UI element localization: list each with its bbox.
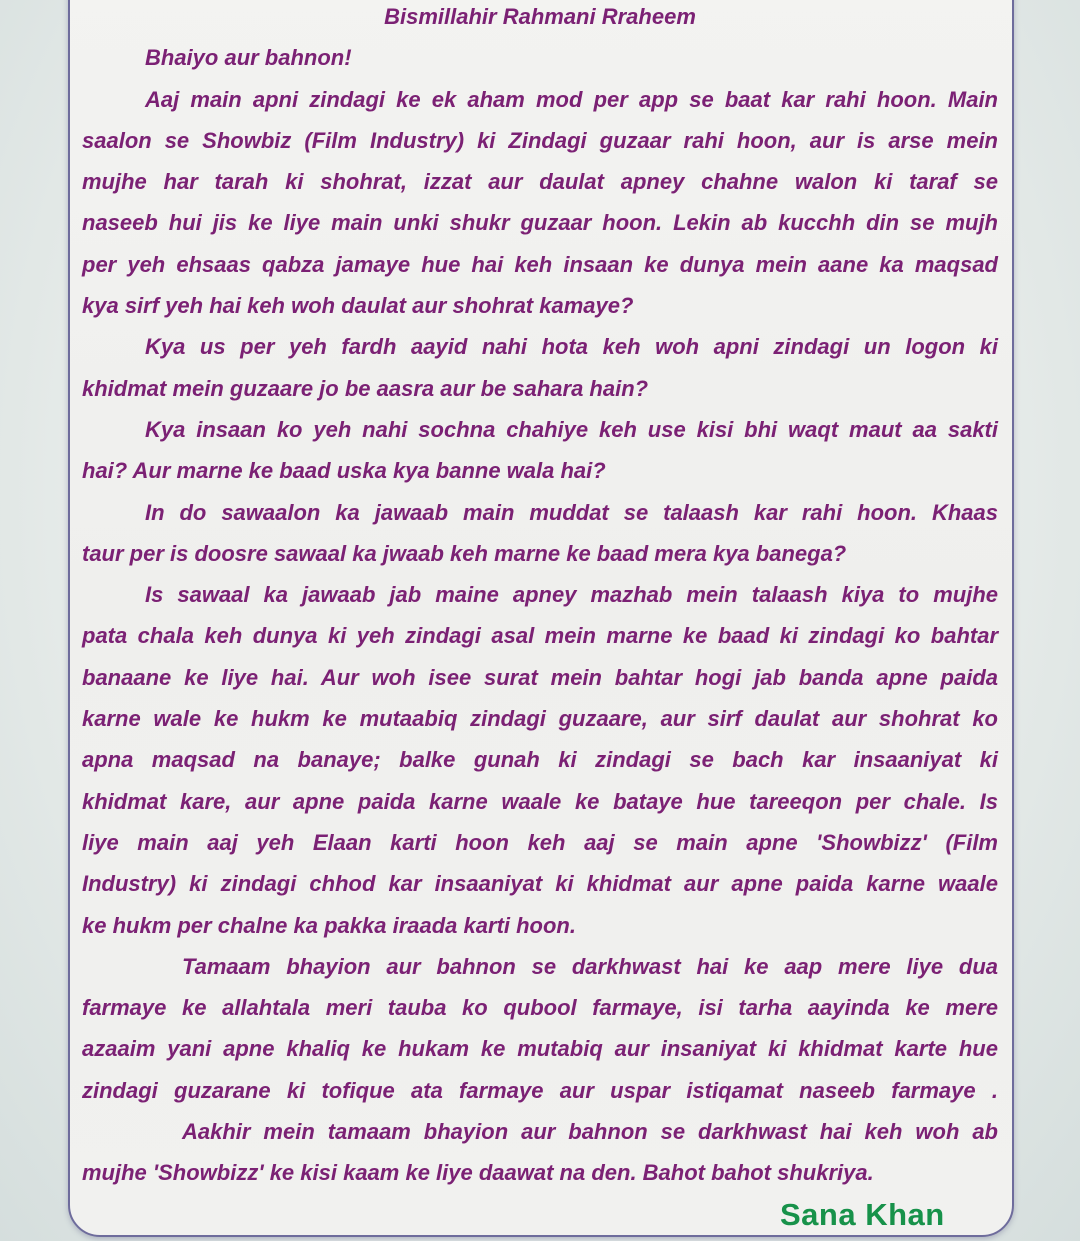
text-line: naseeb hui jis ke liye main unki shukr guzaar hoon. Lekin ab kucchh din se mujh (82, 210, 998, 236)
text-line: mujhe har tarah ki shohrat, izzat aur daulat apney chahne walon ki taraf se (82, 169, 998, 195)
text-line: Tamaam bhayion aur bahnon se darkhwast hai ke aap mere liye dua (182, 953, 998, 979)
paragraph (82, 79, 998, 327)
letter-body (82, 0, 998, 1194)
paragraph (82, 492, 998, 575)
text-line: hai? Aur marne ke baad uska kya banne wala hai? (82, 458, 606, 484)
text-line: Aaj main apni zindagi ke ek aham mod per app se baat kar rahi hoon. Main (145, 86, 998, 112)
paragraph (82, 946, 998, 1111)
text-line: Bhaiyo aur bahnon! (145, 45, 352, 71)
text-line: mujhe 'Showbizz' ke kisi kaam ke liye daawat na den. Bahot bahot shukriya. (82, 1160, 874, 1186)
text-line: Aakhir mein tamaam bhayion aur bahnon se darkhwast hai keh woh ab (182, 1119, 998, 1145)
text-line: Kya us per yeh fardh aayid nahi hota keh woh apni zindagi un logon ki (145, 334, 998, 360)
text-line: ke hukm per chalne ka pakka iraada karti hoon. (82, 912, 576, 938)
text-line: Industry) ki zindagi chhod kar insaaniyat ki khidmat aur apne paida karne waale (82, 871, 998, 897)
text-line: farmaye ke allahtala meri tauba ko qubool farmaye, isi tarha aayinda ke mere (82, 995, 998, 1021)
text-line: liye main aaj yeh Elaan karti hoon keh aaj se main apne 'Showbizz' (Film (82, 829, 998, 855)
signature: Sana Khan (780, 1197, 945, 1232)
paragraph (82, 409, 998, 492)
text-line: apna maqsad na banaye; balke gunah ki zindagi se bach kar insaaniyat ki (82, 747, 998, 773)
text-line: kya sirf yeh hai keh woh daulat aur shohrat kamaye? (82, 293, 634, 319)
text-line: zindagi guzarane ki tofique ata farmaye aur uspar istiqamat naseeb farmaye . (82, 1077, 998, 1103)
paragraph (82, 326, 998, 409)
text-line: taur per is doosre sawaal ka jwaab keh marne ke baad mera kya banega? (82, 540, 847, 566)
paragraph (82, 574, 998, 946)
text-line: per yeh ehsaas qabza jamaye hue hai keh insaan ke dunya mein aane ka maqsad (82, 251, 998, 277)
text-line: azaaim yani apne khaliq ke hukam ke mutabiq aur insaniyat ki khidmat karte hue (82, 1036, 998, 1062)
text-line: karne wale ke hukm ke mutaabiq zindagi guzaare, aur sirf daulat aur shohrat ko (82, 706, 998, 732)
paragraph (82, 1111, 998, 1194)
text-line: In do sawaalon ka jawaab main muddat se talaash kar rahi hoon. Khaas (145, 499, 998, 525)
text-line: Is sawaal ka jawaab jab maine apney mazhab mein talaash kiya to mujhe (145, 582, 998, 608)
text-line: khidmat mein guzaare jo be aasra aur be sahara hain? (82, 375, 649, 401)
text-line: Kya insaan ko yeh nahi sochna chahiye keh use kisi bhi waqt maut aa sakti (145, 416, 998, 442)
text-line: banaane ke liye hai. Aur woh isee surat mein bahtar hogi jab banda apne paida (82, 664, 998, 690)
paragraph (82, 37, 998, 78)
text-line: saalon se Showbiz (Film Industry) ki Zindagi guzaar rahi hoon, aur is arse mein (82, 127, 998, 153)
letter-title: Bismillahir Rahmani Rraheem (384, 4, 696, 29)
text-line: pata chala keh dunya ki yeh zindagi asal mein marne ke baad ki zindagi ko bahtar (82, 623, 998, 649)
text-line: khidmat kare, aur apne paida karne waale ke bataye hue tareeqon per chale. Is (82, 788, 998, 814)
